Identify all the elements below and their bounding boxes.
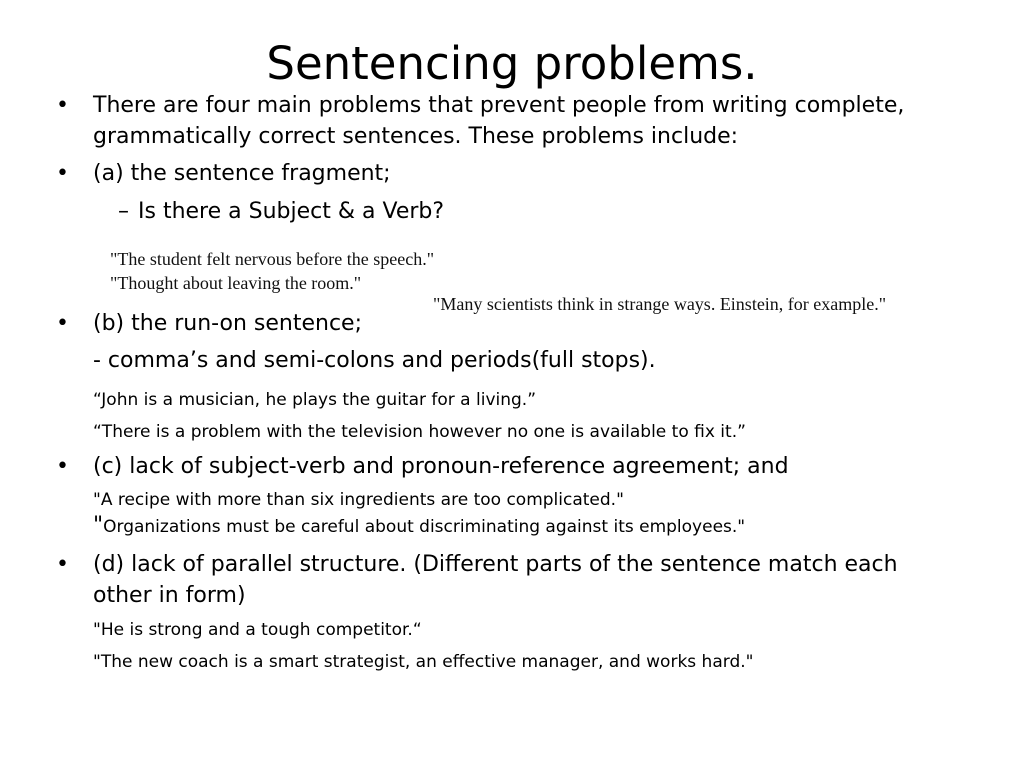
item-a-fragment: (a) the sentence fragment; (93, 161, 391, 186)
agreement-example-2-open-quote: " (93, 513, 104, 538)
parallel-example-1: "He is strong and a tough competitor.“ (93, 620, 422, 640)
fragment-example-3: "Many scientists think in strange ways. Einstein, for example." (433, 294, 887, 314)
intro-line-1: There are four main problems that prevent people from writing complete, (93, 93, 905, 118)
dash-icon: – (118, 199, 129, 224)
item-d-parallel-line-1: (d) lack of parallel structure. (Different parts of the sentence match each (93, 552, 898, 577)
item-b-note: - comma’s and semi-colons and periods(full stops). (93, 348, 656, 373)
agreement-example-2-text: Organizations must be careful about discriminating against its employees." (103, 517, 746, 537)
bullet-icon: • (56, 454, 69, 479)
bullet-icon: • (56, 552, 69, 577)
fragment-example-1: "The student felt nervous before the speech." (110, 249, 435, 269)
runon-example-1: “John is a musician, he plays the guitar for a living.” (93, 390, 537, 410)
parallel-example-2: "The new coach is a smart strategist, an effective manager, and works hard." (93, 652, 754, 672)
item-a-subpoint: Is there a Subject & a Verb? (138, 199, 445, 224)
bullet-icon: • (56, 161, 69, 186)
bullet-icon: • (56, 311, 69, 336)
agreement-example-2 (93, 514, 745, 539)
runon-example-2: “There is a problem with the television however no one is available to fix it.” (93, 422, 746, 442)
agreement-example-1: "A recipe with more than six ingredients are too complicated." (93, 490, 624, 510)
intro-line-2: grammatically correct sentences. These problems include: (93, 124, 739, 149)
item-c-agreement: (c) lack of subject-verb and pronoun-reference agreement; and (93, 454, 789, 479)
slide-title: Sentencing problems. (266, 37, 758, 90)
bullet-icon: • (56, 93, 69, 118)
fragment-example-2: "Thought about leaving the room." (110, 273, 362, 293)
item-b-runon: (b) the run-on sentence; (93, 311, 362, 336)
item-d-parallel-line-2: other in form) (93, 583, 246, 608)
